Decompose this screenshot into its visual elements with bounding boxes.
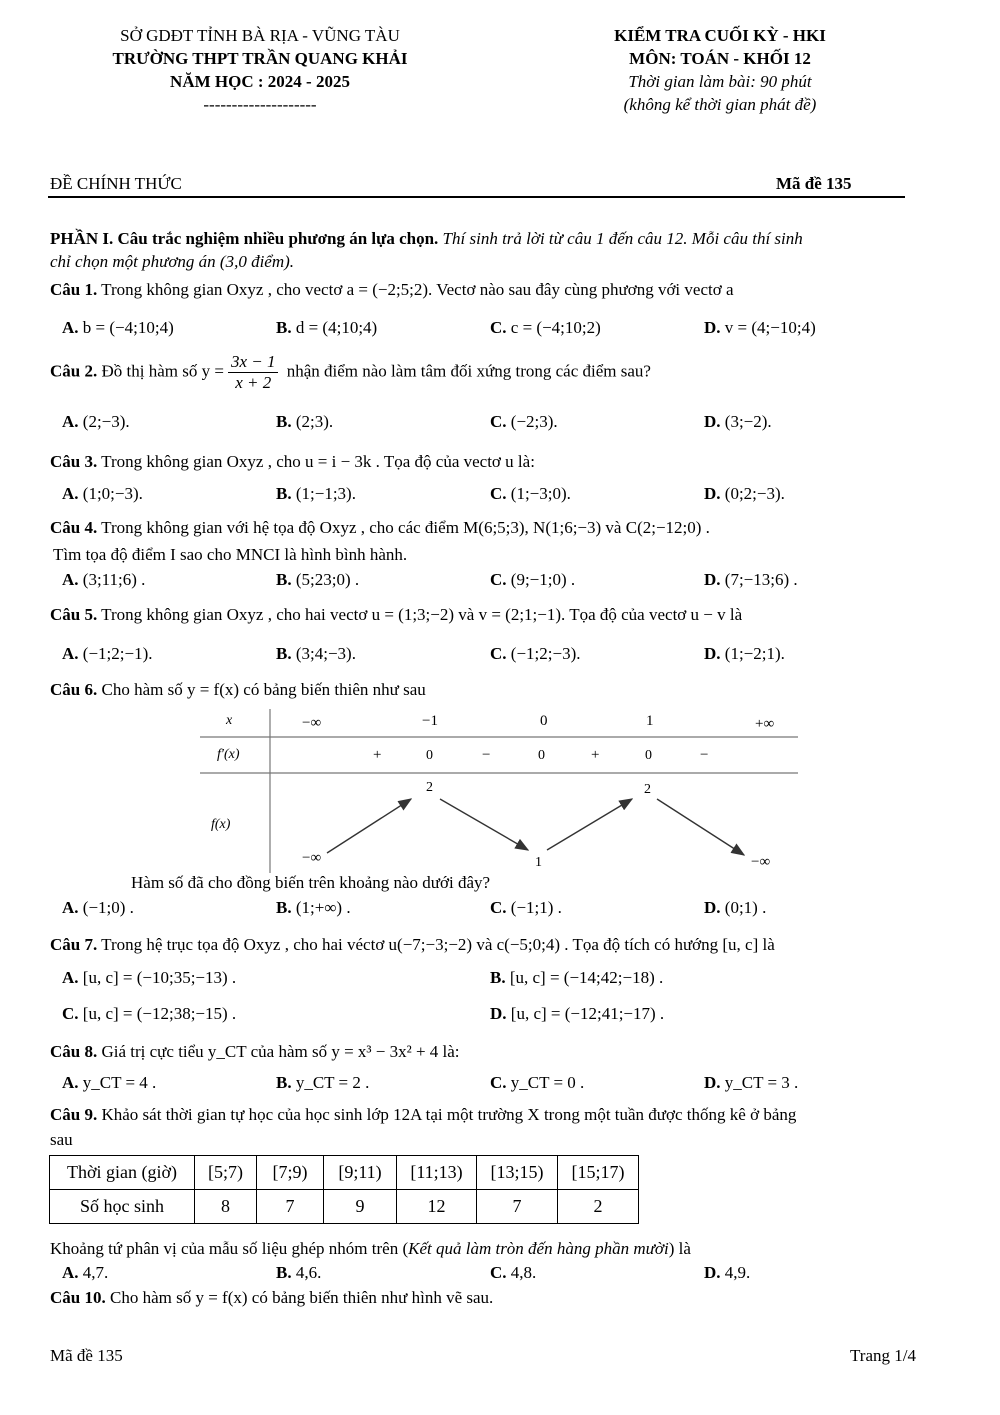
q3-opt-c[interactable]: C. (1;−3;0). (490, 484, 571, 503)
q6-ask: Hàm số đã cho đồng biến trên khoảng nào dưới đây? (131, 873, 491, 892)
table-cell: 7 (257, 1190, 324, 1224)
table-header-cell: [9;11) (324, 1156, 397, 1190)
q2-opt-c[interactable]: C. (−2;3). (490, 412, 558, 431)
dept-name: SỞ GDĐT TỈNH BÀ RỊA - VŨNG TÀU (120, 26, 400, 45)
vt-x-5: +∞ (755, 716, 775, 732)
q9-opt-d[interactable]: D. 4,9. (704, 1263, 751, 1282)
q7-opt-b[interactable]: B. [u, c] = (−14;42;−18) . (490, 968, 664, 987)
q5-opt-d[interactable]: D. (1;−2;1). (704, 644, 785, 663)
vt-arrow-down-2 (657, 799, 744, 855)
q7-opt-d[interactable]: D. [u, c] = (−12;41;−17) . (490, 1004, 665, 1023)
table-header-cell: [15;17) (558, 1156, 639, 1190)
q3-opt-d[interactable]: D. (0;2;−3). (704, 484, 785, 503)
vt-x-1: −∞ (302, 715, 322, 731)
vt-f-4: 2 (644, 782, 651, 797)
variation-table (195, 705, 805, 875)
q2-fraction: $\frac{3x - 1}{x + 2}$ (228, 352, 279, 393)
q6-opt-c[interactable]: C. (−1;1) . (490, 898, 562, 917)
vt-f-5: −∞ (751, 854, 771, 870)
q4-stem: Câu 4. Trong không gian với hệ tọa độ Oxyz , cho các điểm M(6;5;3), N(1;6;−3) và C(2;−12;0) . (50, 518, 710, 537)
duration: Thời gian làm bài: 90 phút (628, 72, 812, 91)
q5-opt-b[interactable]: B. (3;4;−3). (276, 644, 356, 663)
table-row (50, 1190, 639, 1224)
vt-fp-4: 0 (538, 748, 545, 763)
q2-stem: Câu 2. Đồ thị hàm số y = $\frac{3x - 1}{x + 2}$ nhận điểm nào làm tâm đối xứng trong các điểm sau? (50, 352, 651, 392)
q2-opt-a[interactable]: A. (2;−3). (62, 412, 130, 431)
table-header-cell: [5;7) (195, 1156, 257, 1190)
q3-stem: Câu 3. Trong không gian Oxyz , cho u = i − 3k . Tọa độ của vectơ u là: (50, 452, 535, 471)
q7-opt-a[interactable]: A. [u, c] = (−10;35;−13) . (62, 968, 237, 987)
table-cell: 2 (558, 1190, 639, 1224)
header-dashes: -------------------- (203, 95, 317, 114)
q9-opt-a[interactable]: A. 4,7. (62, 1263, 109, 1282)
table-header-cell: [13;15) (477, 1156, 558, 1190)
q7-stem: Câu 7. Trong hệ trục tọa độ Oxyz , cho hai véctơ u(−7;−3;−2) và c(−5;0;4) . Tọa độ tích có hướng [u, c] là (50, 935, 775, 954)
q9-opt-c[interactable]: C. 4,8. (490, 1263, 537, 1282)
vt-x-3: 0 (540, 713, 548, 729)
table-cell: 12 (397, 1190, 477, 1224)
subject: MÔN: TOÁN - KHỐI 12 (629, 49, 811, 68)
vt-fp-6: 0 (645, 748, 652, 763)
q8-opt-d[interactable]: D. y_CT = 3 . (704, 1073, 799, 1092)
q3-opt-a[interactable]: A. (1;0;−3). (62, 484, 143, 503)
school-name: TRƯỜNG THPT TRẦN QUANG KHẢI (112, 49, 408, 68)
q4-opt-b[interactable]: B. (5;23;0) . (276, 570, 360, 589)
vt-fp-5: + (591, 747, 600, 763)
q1-opt-a[interactable]: A. b = (−4;10;4) (62, 318, 174, 337)
table-header-cell: [11;13) (397, 1156, 477, 1190)
q8-opt-b[interactable]: B. y_CT = 2 . (276, 1073, 370, 1092)
vt-arrow-down-1 (440, 799, 528, 850)
q9-stem-2: sau (50, 1130, 73, 1149)
q9-stem: Câu 9. Khảo sát thời gian tự học của học sinh lớp 12A tại một trường X trong một tuần được thống kê ở bảng (50, 1105, 797, 1124)
table-cell: 9 (324, 1190, 397, 1224)
q6-opt-a[interactable]: A. (−1;0) . (62, 898, 134, 917)
exam-code: Mã đề 135 (776, 174, 852, 193)
q7-opt-c[interactable]: C. [u, c] = (−12;38;−15) . (62, 1004, 237, 1023)
vt-x-2: −1 (422, 713, 438, 729)
q8-opt-a[interactable]: A. y_CT = 4 . (62, 1073, 157, 1092)
vt-x-label: x (226, 713, 233, 728)
vt-arrow-up-1 (327, 799, 411, 853)
vt-fp-3: − (482, 747, 491, 763)
table-cell: 8 (195, 1190, 257, 1224)
q5-stem: Câu 5. Trong không gian Oxyz , cho hai vectơ u = (1;3;−2) và v = (2;1;−1). Tọa độ của vectơ u − v là (50, 605, 743, 624)
duration-note: (không kể thời gian phát đề) (623, 95, 817, 114)
q4-opt-c[interactable]: C. (9;−1;0) . (490, 570, 576, 589)
vt-f-3: 1 (535, 855, 542, 870)
vt-fp-1: + (373, 747, 382, 763)
part1-heading: PHẦN I. Câu trắc nghiệm nhiều phương án lựa chọn. Thí sinh trả lời từ câu 1 đến câu 12. Mỗi câu thí sinh (50, 229, 803, 248)
vt-f-1: −∞ (302, 850, 322, 866)
q10-stem: Câu 10. Cho hàm số y = f(x) có bảng biến thiên như hình vẽ sau. (50, 1288, 494, 1307)
q6-opt-b[interactable]: B. (1;+∞) . (276, 898, 351, 917)
exam-title: KIỂM TRA CUỐI KỲ - HKI (614, 26, 826, 45)
q9-ask: Khoảng tứ phân vị của mẫu số liệu ghép nhóm trên (Kết quả làm tròn đến hàng phần mười) là (50, 1239, 691, 1258)
frequency-table (49, 1155, 639, 1224)
q2-opt-b[interactable]: B. (2;3). (276, 412, 334, 431)
vt-f-label: f(x) (211, 817, 231, 832)
q9-opt-b[interactable]: B. 4,6. (276, 1263, 322, 1282)
q1-stem: Câu 1. Trong không gian Oxyz , cho vectơ a = (−2;5;2). Vectơ nào sau đây cùng phương với vectơ a (50, 280, 734, 299)
q5-opt-a[interactable]: A. (−1;2;−1). (62, 644, 153, 663)
q4-opt-a[interactable]: A. (3;11;6) . (62, 570, 146, 589)
header-left (40, 24, 480, 116)
official-label: ĐỀ CHÍNH THỨC (50, 174, 182, 193)
vt-fp-2: 0 (426, 748, 433, 763)
table-cell: Số học sinh (50, 1190, 195, 1224)
table-cell: 7 (477, 1190, 558, 1224)
q8-opt-c[interactable]: C. y_CT = 0 . (490, 1073, 585, 1092)
vt-fp-7: − (700, 747, 709, 763)
q1-opt-d[interactable]: D. v = (4;−10;4) (704, 318, 816, 337)
q6-stem: Câu 6. Cho hàm số y = f(x) có bảng biến thiên như sau (50, 680, 426, 699)
vt-arrow-up-2 (547, 799, 632, 850)
header-right (540, 24, 900, 116)
q4-opt-d[interactable]: D. (7;−13;6) . (704, 570, 798, 589)
footer-page: Trang 1/4 (850, 1346, 916, 1365)
footer-code: Mã đề 135 (50, 1346, 123, 1365)
vt-f-2: 2 (426, 780, 433, 795)
table-header-cell: [7;9) (257, 1156, 324, 1190)
vt-fp-label: f′(x) (217, 747, 240, 762)
header-rule (48, 196, 905, 198)
part1-instr: chỉ chọn một phương án (3,0 điểm). (50, 252, 295, 271)
q1-opt-b[interactable]: B. d = (4;10;4) (276, 318, 378, 337)
school-year: NĂM HỌC : 2024 - 2025 (170, 72, 350, 91)
q6-opt-d[interactable]: D. (0;1) . (704, 898, 767, 917)
q4-stem-2: Tìm tọa độ điểm I sao cho MNCI là hình bình hành. (53, 545, 408, 564)
q2-opt-d[interactable]: D. (3;−2). (704, 412, 772, 431)
vt-x-4: 1 (646, 713, 654, 729)
table-header-cell: Thời gian (giờ) (50, 1156, 195, 1190)
q8-stem: Câu 8. Giá trị cực tiểu y_CT của hàm số y = x³ − 3x² + 4 là: (50, 1042, 460, 1061)
q5-opt-c[interactable]: C. (−1;2;−3). (490, 644, 581, 663)
q3-opt-b[interactable]: B. (1;−1;3). (276, 484, 356, 503)
table-row (50, 1156, 639, 1190)
q1-opt-c[interactable]: C. c = (−4;10;2) (490, 318, 601, 337)
